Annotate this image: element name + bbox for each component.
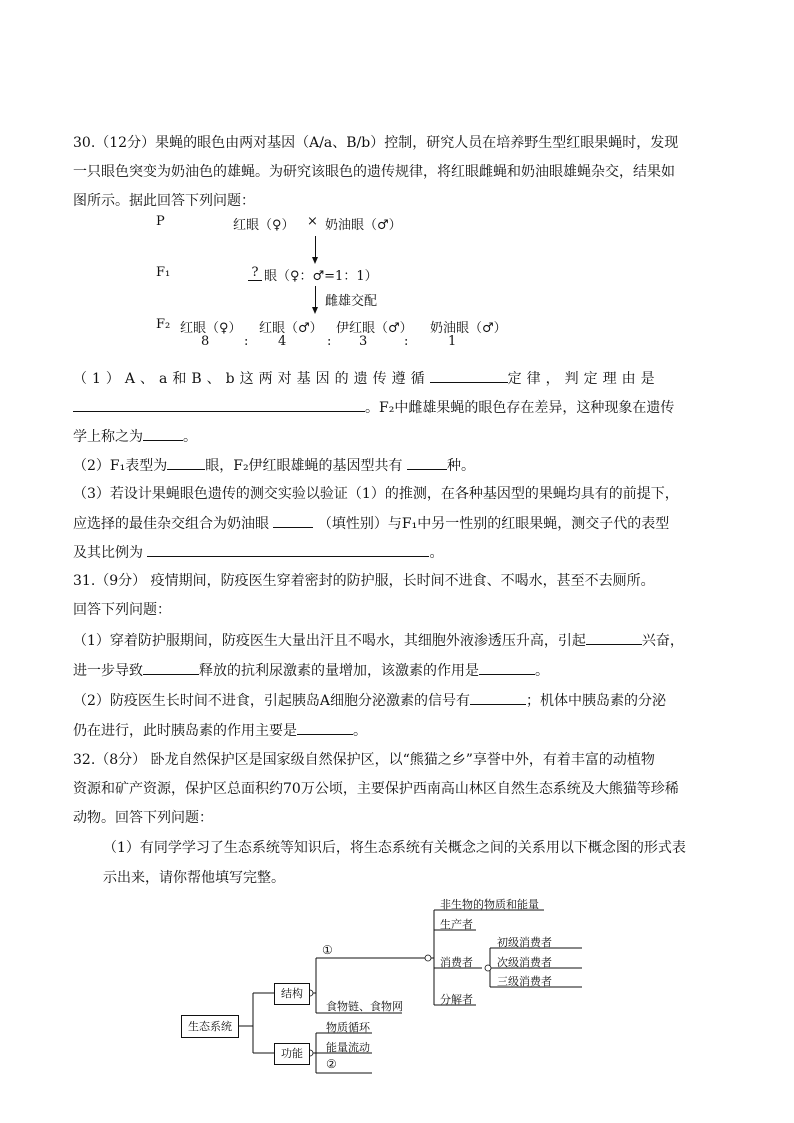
q30-line2: 一只眼色突变为奶油色的雄蝇。为研究该眼色的遗传规律，将红眼雌蝇和奶油眼雄蝇杂交，结果如: [73, 164, 675, 180]
ratio-3: 3: [359, 334, 368, 349]
q30-s3-line3: 及其比例为 。: [73, 542, 443, 563]
node-function: 功能: [274, 1043, 310, 1065]
f2-label: F₂: [156, 317, 171, 332]
ratio-sep-2: :: [327, 334, 332, 349]
q30-s2: （2）F₁表型为 眼，F₂伊红眼雄蝇的基因型共有 种。: [73, 455, 475, 476]
node-blank-2: ②: [326, 1057, 337, 1071]
q32-line3: 动物。回答下列问题：: [73, 810, 213, 826]
cross-symbol: ×: [307, 214, 318, 229]
q30-s1-line2: 。F₂中雌雄果蝇的眼色存在差异，这种现象在遗传: [73, 397, 674, 418]
f2-pheno-1: 红眼（♀）: [180, 321, 242, 336]
node-food-web: 食物链、食物网: [326, 1000, 403, 1013]
q31-line2: 回答下列问题：: [73, 602, 171, 618]
q31-s1-line2: 进一步导致 释放的抗利尿激素的量增加，该激素的作用是 。: [73, 660, 549, 681]
node-secondary-consumer: 次级消费者: [497, 956, 552, 969]
q32-line2: 资源和矿产资源，保护区总面积约70万公顷，主要保护西南高山林区自然生态系统及大熊猫等珍稀: [73, 781, 679, 797]
ratio-1: 8: [201, 334, 210, 349]
node-tertiary-consumer: 三级消费者: [497, 975, 552, 988]
ratio-sep-1: :: [244, 334, 249, 349]
q32-s1-line2: 示出来，请你帮他填写完整。: [103, 870, 285, 886]
ratio-2: 4: [278, 334, 287, 349]
f2-pheno-3: 伊红眼（♂）: [336, 321, 413, 336]
q30-s1-line1: （1）A、a和B、b这两对基因的遗传遵循 定律，判定理由是: [73, 368, 660, 389]
q31-s2-line1: （2）防疫医生长时间不进食，引起胰岛A细胞分泌激素的信号有 ；机体中胰岛素的分泌: [73, 690, 666, 711]
ratio-sep-3: :: [404, 334, 409, 349]
q31-s1-line1: （1）穿着防护服期间，防疫医生大量出汗且不喝水，其细胞外液渗透压升高，引起 兴奋，: [73, 630, 684, 651]
node-consumer: 消费者: [440, 956, 473, 969]
node-nonbiotic: 非生物的物质和能量: [440, 898, 539, 911]
q30-line1: 30.（12分）果蝇的眼色由两对基因（A/a、B/b）控制，研究人员在培养野生型红眼果蝇时，发现: [73, 135, 679, 151]
q31-line1: 31.（9分） 疫情期间，防疫医生穿着密封的防护服，长时间不进食、不喝水，甚至不去厕所。: [73, 573, 655, 589]
q32-line1: 32.（8分） 卧龙自然保护区是国家级自然保护区，以“熊猫之乡”享誉中外，有着丰富的动植物: [73, 752, 655, 768]
q30-s3-line1: （3）若设计果蝇眼色遗传的测交实验以验证（1）的推测，在各种基因型的果蝇均具有的前提下，: [73, 486, 679, 502]
q31-s2-line2: 仍在进行，此时胰岛素的作用主要是 。: [73, 720, 367, 741]
q32-s1-line1: （1）有同学学习了生态系统等知识后，将生态系统有关概念之间的关系用以下概念图的形式表: [103, 840, 686, 856]
f2-pheno-4: 奶油眼（♂）: [430, 321, 507, 336]
f1-blank: ?: [248, 265, 262, 281]
p-female: 红眼（♀）: [233, 218, 295, 233]
q30-s3-line2: 应选择的最佳杂交组合为奶油眼 （填性别）与F₁中另一性别的红眼果蝇，测交子代的表型: [73, 513, 669, 534]
p-label: P: [156, 214, 165, 229]
node-matter-cycle: 物质循环: [326, 1021, 370, 1034]
node-blank-1: ①: [322, 943, 333, 957]
node-producer: 生产者: [440, 918, 473, 931]
f1-label: F₁: [156, 265, 171, 280]
node-primary-consumer: 初级消费者: [497, 936, 552, 949]
mating-label: 雌雄交配: [325, 294, 378, 309]
node-energy-flow: 能量流动: [326, 1041, 370, 1054]
q30-line3: 图所示。据此回答下列问题：: [73, 193, 255, 209]
ratio-4: 1: [448, 334, 457, 349]
p-male: 奶油眼（♂）: [325, 218, 402, 233]
node-decomposer: 分解者: [440, 993, 473, 1006]
node-structure: 结构: [274, 983, 310, 1005]
q30-s1-line3: 学上称之为 。: [73, 426, 197, 447]
f1-text: 眼（♀：♂=1：1）: [264, 269, 378, 284]
node-ecosystem: 生态系统: [181, 1015, 239, 1038]
f2-pheno-2: 红眼（♂）: [259, 321, 323, 336]
